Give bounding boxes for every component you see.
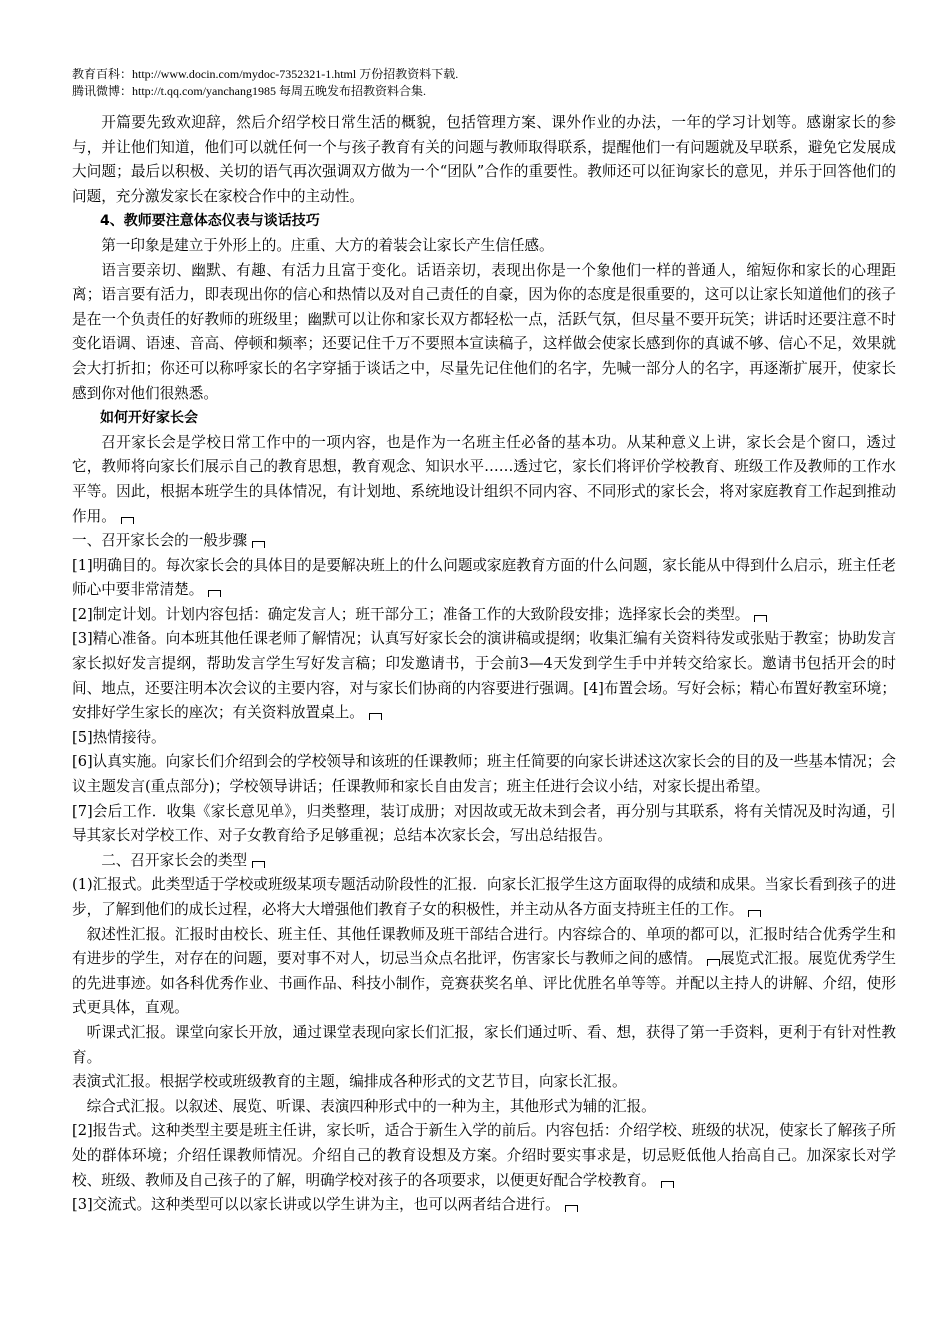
subheading-types-text: 二、召开家长会的类型 [101, 851, 248, 869]
paragraph-mark-icon [208, 590, 221, 597]
type-exchange [72, 1193, 896, 1218]
type-narrative [72, 923, 896, 1021]
list-item-text: 展览式汇报。展览优秀学生的先进事迹。如各科优秀作业、书画作品、科技小制作，竞赛获奖名单、评比优胜名单等等。并配以主持人的讲解、介绍，使形式更具体，直观。 [72, 950, 896, 1017]
list-item-step-7: [7]会后工作．收集《家长意见单》，归类整理，装订成册；对因故或无故未到会者，再分别与其联系，将有关情况及时沟通，引导其家长对学校工作、对子女教育给予足够重视；总结本次家长会，写出总结报告。 [72, 802, 896, 845]
list-item-text: [3]精心准备。向本班其他任课老师了解情况；认真写好家长会的演讲稿或提纲；收集汇编有关资料待发或张贴于教室；协助发言家长拟好发言提纲，帮助发言学生写好发言稿；印发邀请书，于会前3—4天发到学生手中并转交给家长。邀请书包括开会的时间、地点，还要注明本次会议的主要内容，对与家长们协商的内容要进行强调。[4]布置会场。写好会标；精心布置好教室环境；安排好学生家长的座次；有关资料放置桌上。 [72, 630, 896, 722]
type-report [72, 873, 896, 922]
subheading-steps-text: 一、召开家长会的一般步骤 [72, 532, 248, 550]
list-item-text: [2]制定计划。计划内容包括：确定发言人；班干部分工；准备工作的大致阶段安排；选择家长会的类型。 [72, 605, 750, 623]
list-item-step-5: [5]热情接待。 [72, 728, 166, 746]
list-item-text: (1)汇报式。此类型适于学校或班级某项专题活动阶段性的汇报．向家长汇报学生这方面取得的成绩和成果。当家长看到孩子的进步，了解到他们的成长过程，必将大大增强他们教育子女的积极性，并主动从各方面支持班主任的工作。 [72, 876, 896, 918]
type-comprehensive: 综合式汇报。以叙述、展览、听课、表演四种形式中的一种为主，其他形式为辅的汇报。 [86, 1097, 656, 1115]
paragraph-mark-icon [121, 517, 134, 524]
paragraph-mark-icon [565, 1205, 578, 1212]
list-item-text: 叙述性汇报。汇报时由校长、班主任、其他任课教师及班干部结合进行。内容综合的、单项的都可以，汇报时结合优秀学生和有进步的学生，对存在的问题，要对事不对人，切忌当众点名批评，伤害家长与教师之间的感情。 [72, 925, 896, 968]
section-heading-4: 4、教师要注意体态仪表与谈话技巧 [100, 213, 320, 230]
article-title: 如何开好家长会 [100, 410, 198, 427]
page-header [72, 66, 896, 100]
list-item-step-3 [72, 627, 896, 725]
paragraph-mark-icon [754, 615, 767, 622]
list-item-step-2 [72, 603, 896, 628]
list-item-step-1 [72, 554, 896, 603]
type-performance: 表演式汇报。根据学校或班级教育的主题，编排成各种形式的文艺节目，向家长汇报。 [72, 1073, 627, 1091]
header-link-weibo[interactable]: 腾讯微博：http://t.qq.com/yanchang1985 每周五晚发布招教资料合集. [72, 84, 426, 98]
header-link-docin[interactable]: 教育百科：http://www.docin.com/mydoc-7352321-1.html 万份招教资料下载. [72, 67, 459, 81]
paragraph-first-impression: 第一印象是建立于外形上的。庄重、大方的着装会让家长产生信任感。 [101, 236, 554, 254]
document-body [72, 111, 896, 1218]
type-lecture: 听课式汇报。课堂向家长开放，通过课堂表现向家长们汇报，家长们通过听、看、想，获得了第一手资料，更利于有针对性教育。 [72, 1023, 896, 1066]
document-page [72, 66, 896, 1218]
paragraph-mark-icon [252, 861, 265, 868]
paragraph-intro-text: 召开家长会是学校日常工作中的一项内容，也是作为一名班主任必备的基本功。从某种意义上讲，家长会是个窗口，透过它，教师将向家长们展示自己的教育思想，教育观念、知识水平……透过它，家长们将评价学校教育、班级工作及教师的工作水平等。因此，根据本班学生的具体情况，有计划地、系统地设计组织不同内容、不同形式的家长会，将对家庭教育工作起到推动作用。 [72, 433, 896, 525]
subheading-steps [72, 529, 896, 554]
paragraph-mark-icon [707, 959, 720, 966]
list-item-text: [1]明确目的。每次家长会的具体目的是要解决班上的什么问题或家庭教育方面的什么问题，家长能从中得到什么启示，班主任老师心中要非常清楚。 [72, 556, 896, 599]
paragraph-mark-icon [748, 910, 761, 917]
paragraph-mark-icon [369, 713, 382, 720]
paragraph-opening: 开篇要先致欢迎辞，然后介绍学校日常生活的概貌，包括管理方案、课外作业的办法，一年的学习计划等。感谢家长的参与，并让他们知道，他们可以就任何一个与孩子教育有关的问题与教师取得联系，提醒他们一有问题就及早联系，避免它发展成大问题；最后以积极、关切的语气再次强调双方做为一个“团队”合作的重要性。教师还可以征询家长的意见，并乐于回答他们的问题，充分激发家长在家校合作中的主动性。 [72, 114, 896, 205]
paragraph-mark-icon [252, 541, 265, 548]
paragraph-language: 语言要亲切、幽默、有趣、有活力且富于变化。话语亲切，表现出你是一个象他们一样的普通人，缩短你和家长的心理距离；语言要有活力，即表现出你的信心和热情以及对自己责任的自豪，因为你的态度是很重要的，这可以让家长知道他们的孩子是在一个负责任的好教师的班级里；幽默可以让你和家长双方都轻松一点，活跃气氛，但尽量不要开玩笑；讲话时还要注意不时变化语调、语速、音高、停顿和频率；还要记住千万不要照本宣读稿子，这样做会使家长感到你的真诚不够、信心不足，效果就会大打折扣；你还可以称呼家长的名字穿插于谈话之中，尽量先记住他们的名字，先喊一部分人的名字，再逐渐扩展开，使家长感到你对他们很熟悉。 [72, 261, 896, 402]
list-item-text: [3]交流式。这种类型可以以家长讲或以学生讲为主，也可以两者结合进行。 [72, 1196, 560, 1214]
paragraph-mark-icon [661, 1181, 674, 1188]
list-item-text: [2]报告式。这种类型主要是班主任讲，家长听，适合于新生入学的前后。内容包括：介绍学校、班级的状况，使家长了解孩子所处的群体环境；介绍任课教师情况。介绍自己的教育设想及方案。介绍时要实事求是，切忌贬低他人抬高自己。加深家长对学校、班级、教师及自己孩子的了解，明确学校对孩子的各项要求，以便更好配合学校教育。 [72, 1122, 896, 1189]
subheading-types [72, 849, 896, 874]
type-briefing [72, 1119, 896, 1193]
list-item-step-6: [6]认真实施。向家长们介绍到会的学校领导和该班的任课教师；班主任简要的向家长讲述这次家长会的目的及一些基本情况；会议主题发言(重点部分)；学校领导讲话；任课教师和家长自由发言；班主任进行会议小结，对家长提出希望。 [72, 753, 896, 796]
paragraph-intro [72, 431, 896, 529]
